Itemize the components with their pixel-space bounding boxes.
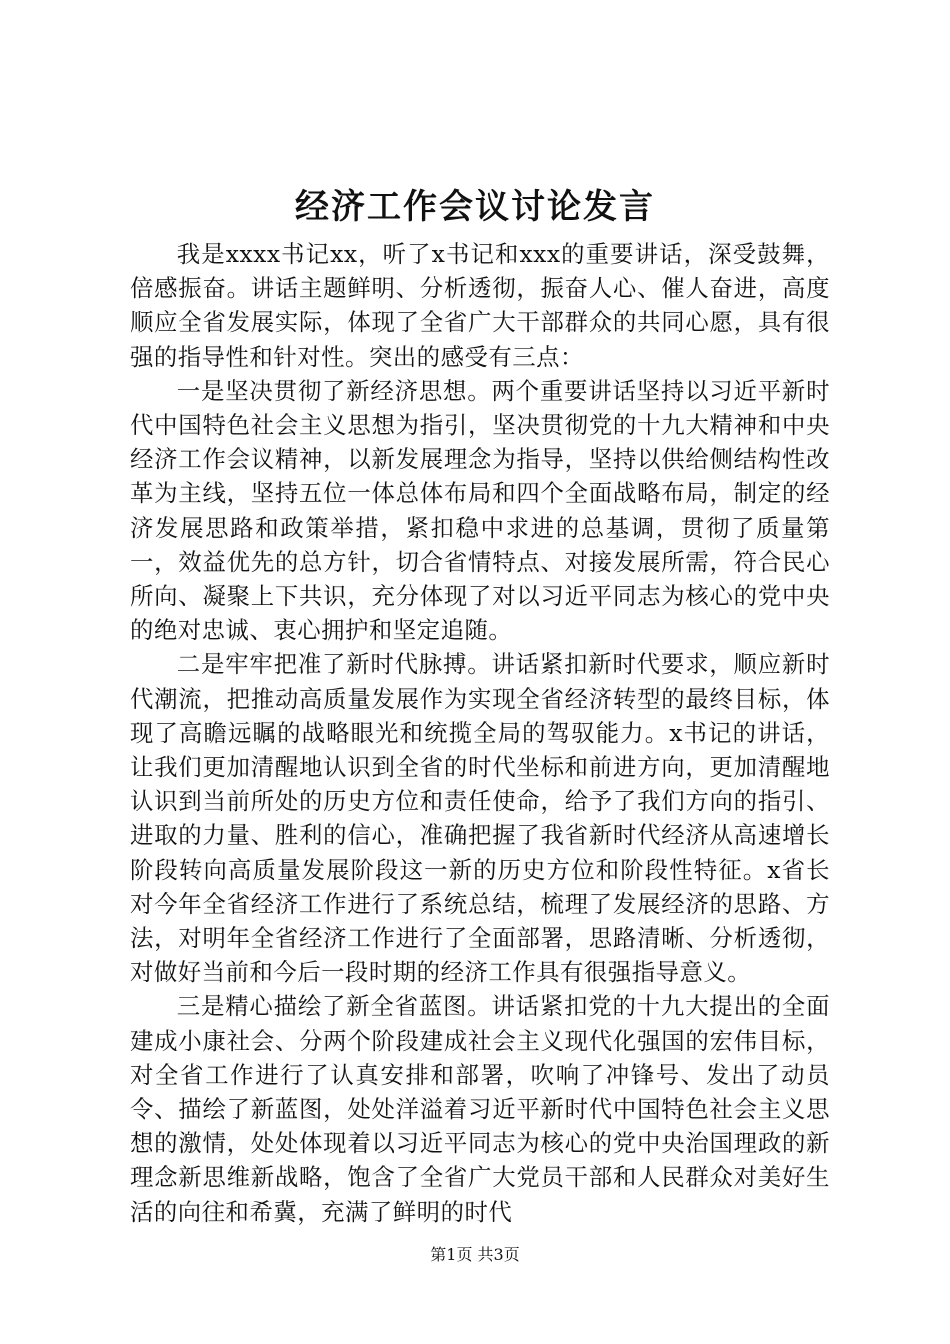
paragraph-point-three: 三是精心描绘了新全省蓝图。讲话紧扣党的十九大提出的全面建成小康社会、分两个阶段建成社会主义现代化强国的宏伟目标，对全省工作进行了认真安排和部署，吹响了冲锋号、发出了动员令、描绘了新蓝图，处处洋溢着习近平新时代中国特色社会主义思想的激情，处处体现着以习近平同志为核心的党中央治国理政的新理念新思维新战略，饱含了全省广大党员干部和人民群众对美好生活的向往和希冀，充满了鲜明的时代 [130, 992, 830, 1226]
page-footer: 第1页 共3页 [430, 1245, 520, 1264]
paragraph-point-two: 二是牢牢把准了新时代脉搏。讲话紧扣新时代要求，顺应新时代潮流，把推动高质量发展作为实现全省经济转型的最终目标，体现了高瞻远瞩的战略眼光和统揽全局的驾驭能力。x书记的讲话，让我们更加清醒地认识到全省的时代坐标和前进方向，更加清醒地认识到当前所处的历史方位和责任使命，给予了我们方向的指引、进取的力量、胜利的信心，准确把握了我省新时代经济从高速增长阶段转向高质量发展阶段这一新的历史方位和阶段性特征。x省长对今年全省经济工作进行了系统总结，梳理了发展经济的思路、方法，对明年全省经济工作进行了全面部署，思路清晰、分析透彻，对做好当前和今后一段时期的经济工作具有很强指导意义。 [130, 650, 830, 987]
document-title: 经济工作会议讨论发言 [295, 187, 655, 227]
paragraph-intro: 我是xxxx书记xx，听了x书记和xxx的重要讲话，深受鼓舞，倍感振奋。讲话主题鲜明、分析透彻，振奋人心、催人奋进，高度顺应全省发展实际，体现了全省广大干部群众的共同心愿，具有很强的指导性和针对性。突出的感受有三点： [130, 240, 830, 371]
paragraph-point-one: 一是坚决贯彻了新经济思想。两个重要讲话坚持以习近平新时代中国特色社会主义思想为指引，坚决贯彻党的十九大精神和中央经济工作会议精神，以新发展理念为指导，坚持以供给侧结构性改革为主线，坚持五位一体总体布局和四个全面战略布局，制定的经济发展思路和政策举措，紧扣稳中求进的总基调，贯彻了质量第一，效益优先的总方针，切合省情特点、对接发展所需，符合民心所向、凝聚上下共识，充分体现了对以习近平同志为核心的党中央的绝对忠诚、衷心拥护和坚定追随。 [130, 376, 830, 645]
document-body [130, 237, 830, 1229]
